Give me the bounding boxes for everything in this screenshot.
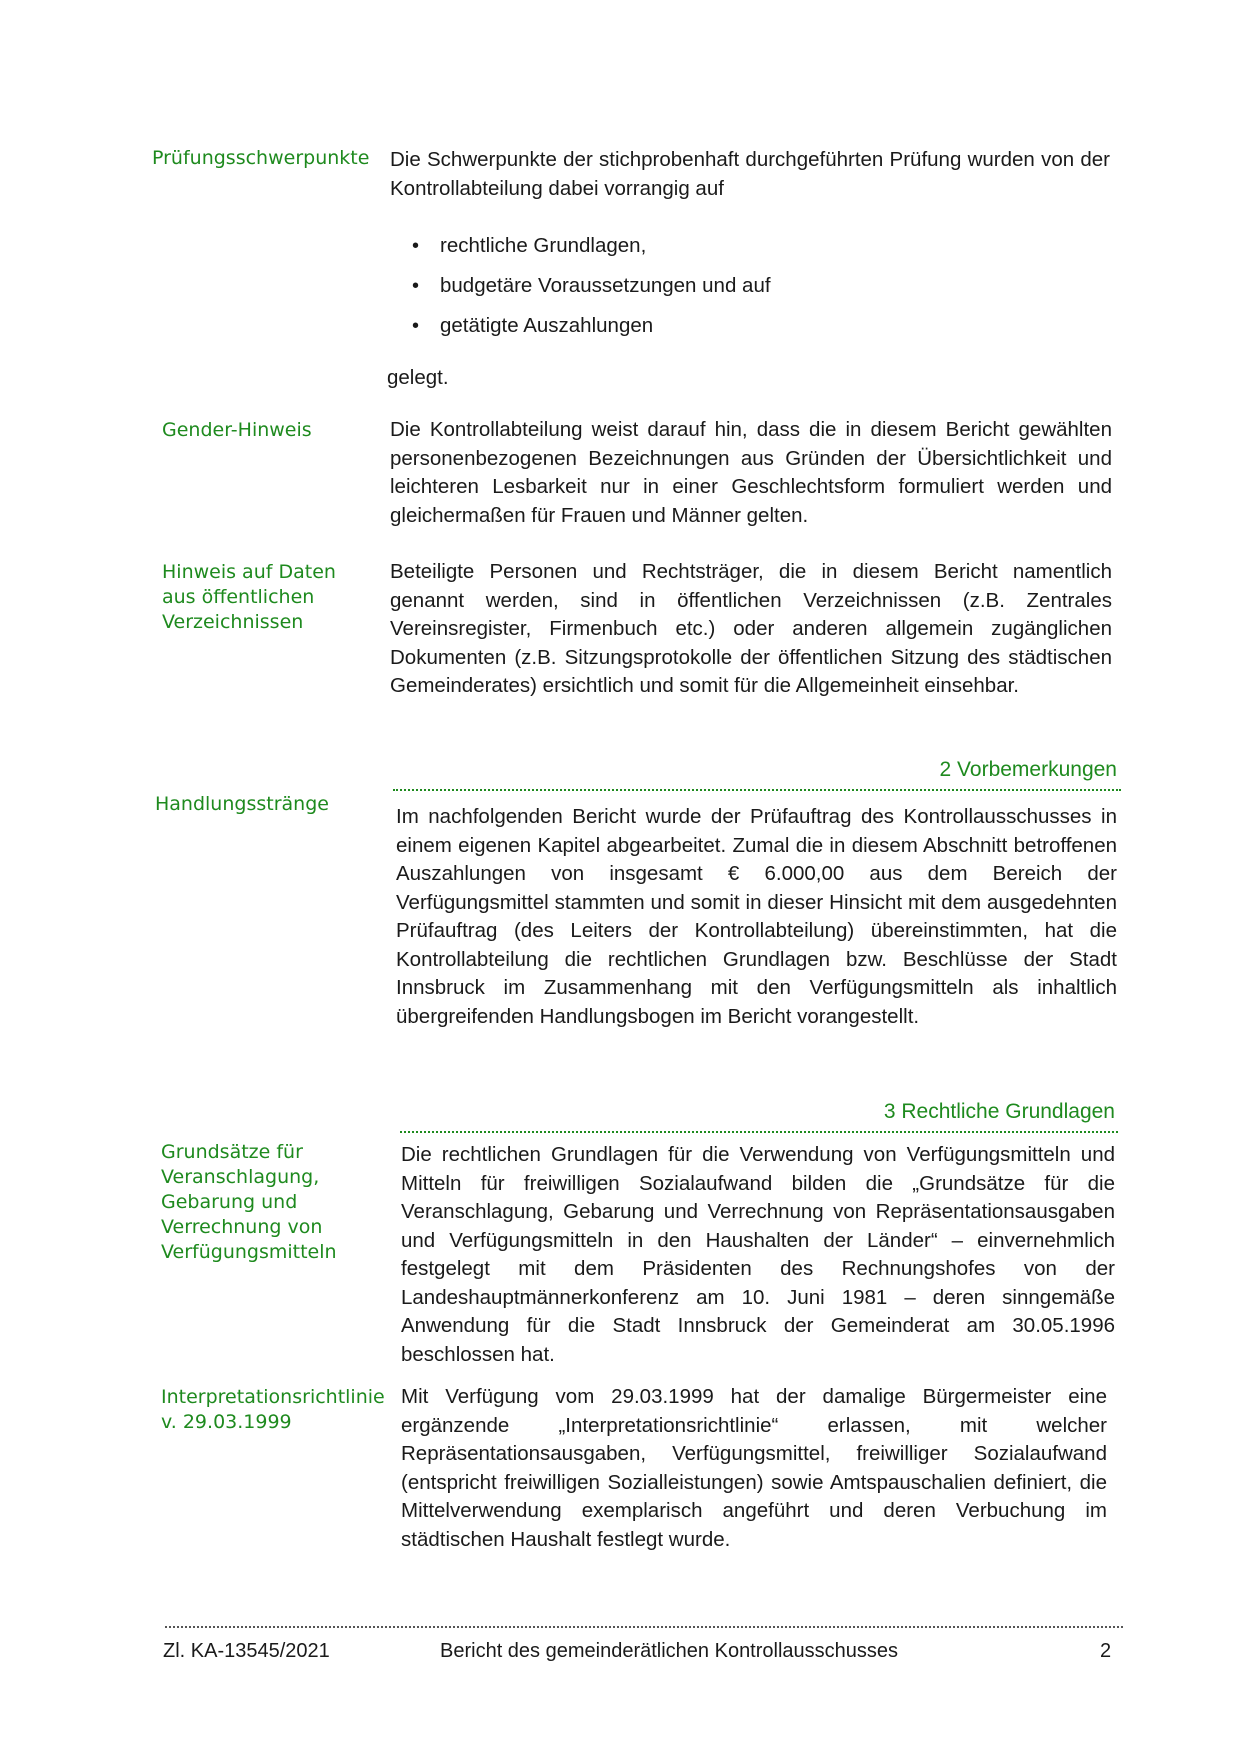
- margin-label-gender-hinweis: Gender-Hinweis: [162, 419, 312, 441]
- list-item: • getätigte Auszahlungen: [390, 312, 1090, 352]
- label-line: Gebarung und: [161, 1191, 298, 1213]
- label-line: v. 29.03.1999: [161, 1411, 292, 1433]
- margin-label-grundsaetze: [161, 1140, 337, 1265]
- label-line: Interpretationsrichtlinie: [161, 1386, 385, 1408]
- label-line: Hinweis auf Daten: [162, 561, 336, 583]
- rechtliche-grundlagen-text: Die rechtlichen Grundlagen für die Verwendung von Verfügungsmitteln und Mitteln für freiwilligen Sozialaufwand bilden die „Grundsätze für die Veranschlagung, Gebarung und Verrechnung von Repräsentationsausgaben und Verfügungsmitteln in den Haushalten der Länder“ – einvernehmlich festgelegt mit dem Präsidenten des Rechnungshofes von der Landeshauptmännerkonferenz am 10. Juni 1981 – deren sinngemäße Anwendung für die Stadt Innsbruck der Gemeinderat am 30.05.1996 beschlossen hat.: [401, 1143, 1115, 1366]
- margin-label-handlungsstraenge: Handlungsstränge: [155, 793, 329, 815]
- list-item: • rechtliche Grundlagen,: [390, 232, 1090, 272]
- section-heading-rechtliche-grundlagen: 3 Rechtliche Grundlagen: [883, 1100, 1115, 1123]
- margin-label-daten: [162, 560, 336, 635]
- footer-reference: Zl. KA-13545/2021: [163, 1640, 330, 1662]
- footer-divider: [165, 1626, 1123, 1628]
- pruefungsschwerpunkte-outro: gelegt.: [387, 366, 449, 389]
- label-line: Verrechnung von: [161, 1216, 323, 1238]
- margin-label-pruefungsschwerpunkte: Prüfungsschwerpunkte: [152, 147, 370, 169]
- footer-title: Bericht des gemeinderätlichen Kontrollausschusses: [440, 1640, 899, 1662]
- label-line: Verzeichnissen: [162, 611, 304, 633]
- pruefungsschwerpunkte-intro: Die Schwerpunkte der stichprobenhaft durchgeführten Prüfung wurden von der Kontrollabteilung dabei vorrangig auf: [390, 148, 1110, 200]
- list-item: • budgetäre Voraussetzungen und auf: [390, 272, 1090, 312]
- label-line: Grundsätze für: [161, 1141, 303, 1163]
- pruefungsschwerpunkte-list: [390, 232, 1090, 352]
- label-line: Verfügungsmitteln: [161, 1241, 337, 1263]
- section-heading-vorbemerkungen: 2 Vorbemerkungen: [939, 758, 1117, 781]
- gender-hinweis-text: Die Kontrollabteilung weist darauf hin, dass die in diesem Bericht gewählten personenbezogenen Bezeichnungen aus Gründen der Übersichtlichkeit und leichteren Lesbarkeit nur in einer Geschlechtsform formuliert werden und gleichermaßen für Frauen und Männer gelten.: [390, 418, 1112, 527]
- margin-label-interpretationsrichtlinie: [161, 1385, 385, 1435]
- heading-divider: [393, 789, 1121, 791]
- label-line: aus öffentlichen: [162, 586, 315, 608]
- vorbemerkungen-text: Im nachfolgenden Bericht wurde der Prüfauftrag des Kontrollausschusses in einem eigenen Kapitel abgearbeitet. Zumal die in diesem Abschnitt betroffenen Auszahlungen von insgesamt € 6.000,00 aus dem Bereich der Verfügungsmittel stammten und somit in dieser Hinsicht mit dem ausgedehnten Prüfauftrag (des Leiters der Kontrollabteilung) übereinstimmten, hat die Kontrollabteilung die rechtlichen Grundlagen bzw. Beschlüsse der Stadt Innsbruck im Zusammenhang mit den Verfügungsmitteln als inhaltlich übergreifenden Handlungsbogen im Bericht vorangestellt.: [396, 805, 1117, 1028]
- label-line: Veranschlagung,: [161, 1166, 320, 1188]
- heading-divider: [400, 1131, 1118, 1133]
- interpretationsrichtlinie-text: Mit Verfügung vom 29.03.1999 hat der damalige Bürgermeister eine ergänzende „Interpretationsrichtlinie“ erlassen, mit welcher Repräsentationsausgaben, Verfügungsmittel, freiwilliger Sozialaufwand (entspricht freiwilligen Sozialleistungen) sowie Amtspauschalien definiert, die Mittelverwendung exemplarisch angeführt und deren Verbuchung im städtischen Haushalt festlegt wurde.: [401, 1385, 1107, 1551]
- page-number: 2: [1100, 1640, 1112, 1662]
- daten-text: Beteiligte Personen und Rechtsträger, die in diesem Bericht namentlich genannt werden, sind in öffentlichen Verzeichnissen (z.B. Zentrales Vereinsregister, Firmenbuch etc.) oder anderen allgemein zugänglichen Dokumenten (z.B. Sitzungsprotokolle der öffentlichen Sitzung des städtischen Gemeinderates) ersichtlich und somit für die Allgemeinheit einsehbar.: [390, 560, 1112, 697]
